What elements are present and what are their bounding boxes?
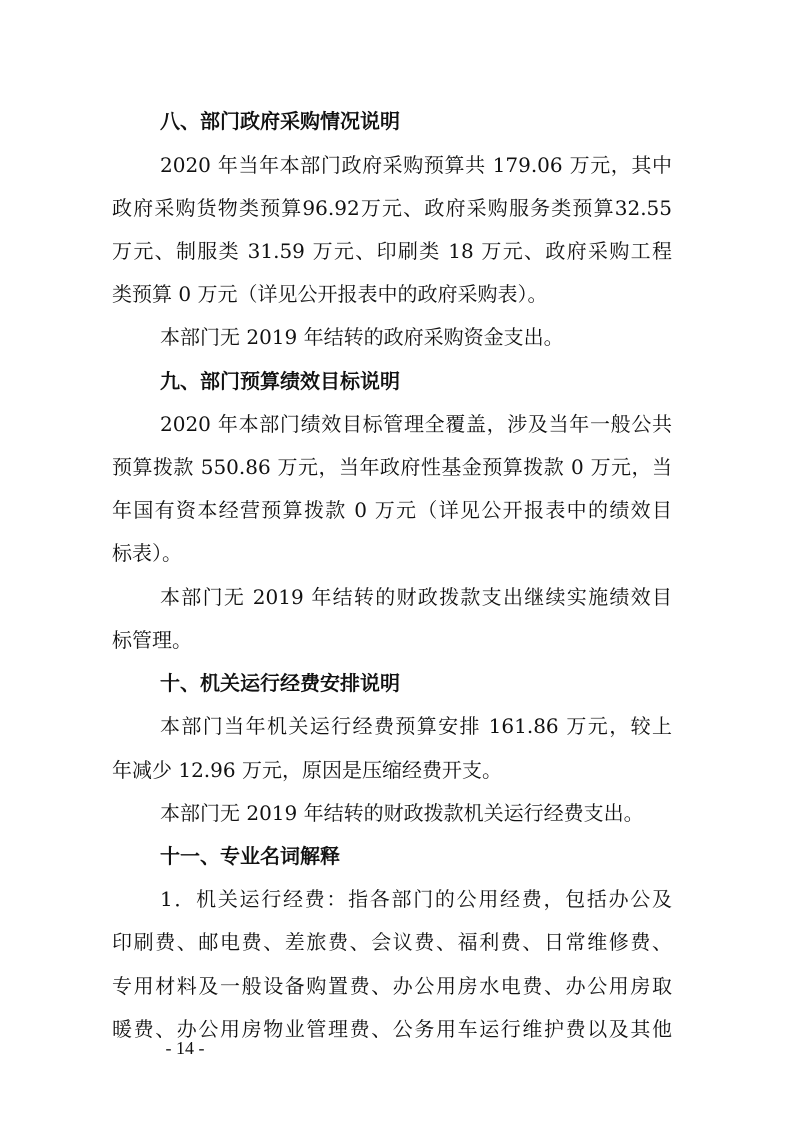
paragraph-line: 政府采购货物类预算96.92万元、政府采购服务类预算32.55 <box>112 196 672 220</box>
paragraph-line: 本部门无 2019 年结转的政府采购资金支出。 <box>160 325 564 349</box>
page-number: - 14 - <box>165 1038 205 1058</box>
paragraph-line: 印刷费、邮电费、差旅费、会议费、福利费、日常维修费、 <box>112 930 672 954</box>
paragraph-line: 本部门无 2019 年结转的财政拨款支出继续实施绩效目 <box>160 585 672 609</box>
section-heading-government-procurement: 八、部门政府采购情况说明 <box>160 109 400 133</box>
paragraph-line: 本部门当年机关运行经费预算安排 161.86 万元，较上 <box>160 714 672 738</box>
section-heading-operating-expenses: 十、机关运行经费安排说明 <box>160 671 400 695</box>
paragraph-line: 年国有资本经营预算拨款 0 万元（详见公开报表中的绩效目 <box>112 498 672 522</box>
paragraph-line: 本部门无 2019 年结转的财政拨款机关运行经费支出。 <box>160 801 644 825</box>
paragraph-line: 万元、制服类 31.59 万元、印刷类 18 万元、政府采购工程 <box>112 239 672 263</box>
section-heading-performance-targets: 九、部门预算绩效目标说明 <box>160 369 400 393</box>
paragraph-line: 标表）。 <box>112 541 182 565</box>
paragraph-line: 预算拨款 550.86 万元，当年政府性基金预算拨款 0 万元，当 <box>112 455 672 479</box>
paragraph-line: 1．机关运行经费：指各部门的公用经费，包括办公及 <box>160 887 672 911</box>
paragraph-line: 年减少 12.96 万元，原因是压缩经费开支。 <box>112 758 502 782</box>
paragraph-line: 标管理。 <box>112 628 192 652</box>
paragraph-line: 暖费、办公用房物业管理费、公务用车运行维护费以及其他 <box>112 1017 672 1041</box>
paragraph-line: 2020 年当年本部门政府采购预算共 179.06 万元，其中 <box>160 153 672 177</box>
paragraph-line: 类预算 0 万元（详见公开报表中的政府采购表）。 <box>112 282 548 306</box>
paragraph-line: 2020 年本部门绩效目标管理全覆盖，涉及当年一般公共 <box>160 412 672 436</box>
section-heading-glossary: 十一、专业名词解释 <box>160 844 340 868</box>
paragraph-line: 专用材料及一般设备购置费、办公用房水电费、办公用房取 <box>112 974 672 998</box>
